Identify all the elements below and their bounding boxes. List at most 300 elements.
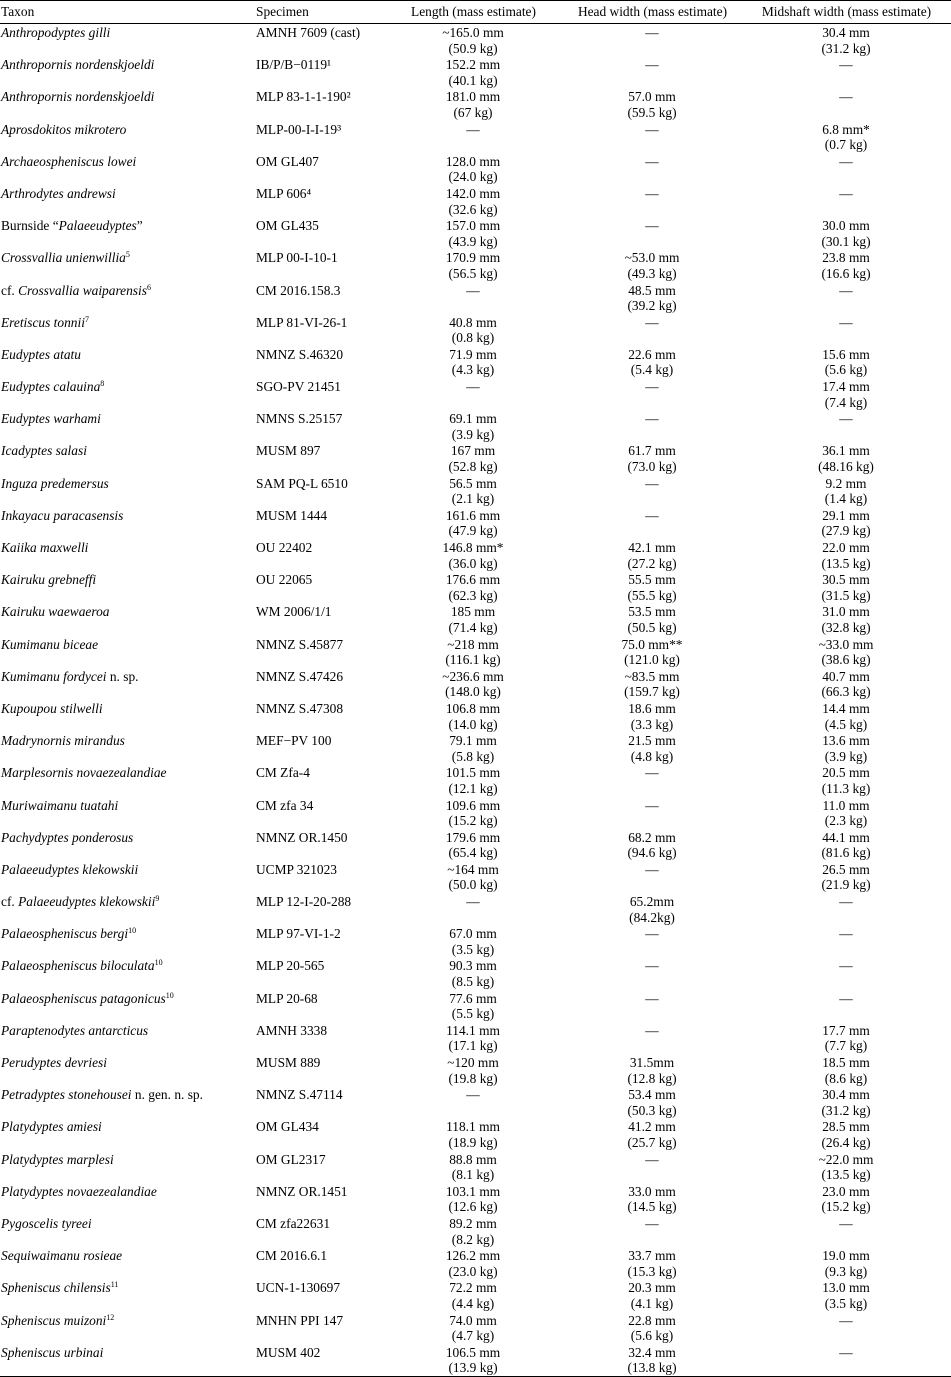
- taxon-cell: [0, 1086, 255, 1118]
- head-width-value: —: [645, 1022, 659, 1038]
- head-width-mass: (13.8 kg): [627, 1360, 677, 1376]
- head-width-value: 48.5 mm: [628, 282, 676, 298]
- head-width-cell: [563, 893, 741, 925]
- taxon-cell: [0, 1183, 255, 1215]
- head-width-cell: [563, 1118, 741, 1150]
- head-width-cell: [563, 861, 741, 893]
- length-cell: [383, 121, 563, 153]
- table-row: [0, 1344, 951, 1377]
- header-specimen: Specimen: [256, 4, 309, 20]
- table-row: [0, 571, 951, 603]
- midshaft-width-cell: [741, 1151, 951, 1183]
- length-cell: [383, 1279, 563, 1311]
- head-width-cell: [563, 121, 741, 153]
- taxon-cell: [0, 185, 255, 217]
- midshaft-width-value: —: [839, 1215, 853, 1231]
- head-width-cell: [563, 475, 741, 507]
- midshaft-width-value: —: [839, 1312, 853, 1328]
- midshaft-width-mass: (11.3 kg): [821, 780, 871, 796]
- taxon-suffix: n. sp.: [106, 668, 139, 684]
- midshaft-width-value: ~33.0 mm: [818, 636, 874, 652]
- length-cell: [383, 764, 563, 796]
- table-row: [0, 829, 951, 861]
- specimen-cell: OM GL434: [256, 1119, 319, 1135]
- head-width-mass: (3.3 kg): [630, 716, 674, 732]
- length-cell: [383, 829, 563, 861]
- taxon-name: Spheniscus urbinai: [1, 1344, 104, 1360]
- length-cell: [383, 475, 563, 507]
- head-width-cell: [563, 56, 741, 88]
- length-mass: (19.8 kg): [448, 1070, 498, 1086]
- length-mass: (24.0 kg): [448, 169, 498, 185]
- taxon-cell: [0, 410, 255, 442]
- taxon-cell: [0, 121, 255, 153]
- head-width-cell: [563, 1247, 741, 1279]
- length-value: ~165.0 mm: [442, 25, 504, 40]
- taxon-cell: [0, 153, 255, 185]
- taxon-name: Petradyptes stonehousei: [1, 1087, 132, 1103]
- specimen-cell: SAM PQ-L 6510: [256, 475, 348, 491]
- length-value: 90.3 mm: [449, 958, 497, 974]
- length-mass: (50.0 kg): [448, 877, 498, 893]
- table-row: [0, 378, 951, 410]
- length-cell: [383, 217, 563, 249]
- midshaft-width-value: 17.4 mm: [822, 379, 870, 395]
- head-width-cell: [563, 1279, 741, 1311]
- midshaft-width-cell: [741, 88, 951, 120]
- taxon-name: Pygoscelis tyreei: [1, 1215, 92, 1231]
- midshaft-width-value: 23.8 mm: [822, 250, 870, 266]
- head-width-mass: (25.7 kg): [627, 1134, 677, 1150]
- head-width-cell: [563, 217, 741, 249]
- head-width-cell: [563, 668, 741, 700]
- head-width-mass: (5.4 kg): [630, 362, 674, 378]
- length-value: 167 mm: [450, 443, 496, 459]
- midshaft-width-mass: (0.7 kg): [824, 137, 868, 153]
- head-width-value: 42.1 mm: [628, 540, 676, 555]
- taxon-cell: [0, 88, 255, 120]
- length-cell: [383, 1312, 563, 1344]
- length-mass: (3.9 kg): [451, 426, 495, 442]
- table-row: [0, 314, 951, 346]
- midshaft-width-value: —: [839, 185, 853, 201]
- head-width-value: 20.3 mm: [628, 1280, 676, 1296]
- table-row: [0, 700, 951, 732]
- midshaft-width-value: —: [839, 411, 853, 427]
- length-value: 118.1 mm: [446, 1119, 500, 1135]
- length-cell: [383, 378, 563, 410]
- midshaft-width-cell: [741, 346, 951, 378]
- specimen-cell: OM GL407: [256, 153, 319, 169]
- length-mass: (52.8 kg): [448, 459, 498, 475]
- midshaft-width-cell: [741, 732, 951, 764]
- length-mass: (12.6 kg): [448, 1199, 498, 1215]
- taxon-prefix: Burnside “: [1, 218, 59, 234]
- length-cell: [383, 571, 563, 603]
- head-width-value: —: [645, 153, 659, 169]
- midshaft-width-value: 30.4 mm: [822, 25, 870, 40]
- table-row: [0, 668, 951, 700]
- length-cell: [383, 861, 563, 893]
- taxon-name: Archaeospheniscus lowei: [1, 153, 137, 169]
- head-width-mass: (39.2 kg): [627, 298, 677, 314]
- specimen-cell: MUSM 897: [256, 443, 321, 459]
- table-row: [0, 1247, 951, 1279]
- midshaft-width-value: 11.0 mm: [822, 797, 870, 813]
- taxon-footnote: 6: [146, 282, 151, 292]
- length-mass: (5.5 kg): [451, 1006, 495, 1022]
- length-value: 72.2 mm: [449, 1280, 497, 1296]
- length-value: 142.0 mm: [445, 185, 501, 201]
- taxon-name: Eudyptes warhami: [1, 411, 101, 427]
- length-cell: [383, 700, 563, 732]
- midshaft-width-cell: [741, 1279, 951, 1311]
- midshaft-width-cell: [741, 185, 951, 217]
- head-width-value: —: [645, 475, 659, 491]
- taxon-cell: [0, 442, 255, 474]
- taxon-name: Marplesornis novaezealandiae: [1, 765, 167, 781]
- head-width-value: —: [645, 379, 659, 395]
- length-mass: (4.4 kg): [451, 1295, 495, 1311]
- midshaft-width-cell: [741, 314, 951, 346]
- midshaft-width-cell: [741, 442, 951, 474]
- table-row: [0, 990, 951, 1022]
- head-width-mass: (27.2 kg): [627, 555, 677, 571]
- length-mass: (0.8 kg): [451, 330, 495, 346]
- head-width-cell: [563, 603, 741, 635]
- midshaft-width-value: 6.8 mm*: [822, 121, 870, 137]
- length-mass: (12.1 kg): [448, 780, 498, 796]
- table-row: [0, 764, 951, 796]
- specimen-cell: MLP 12-I-20-288: [256, 894, 352, 910]
- specimen-cell: MLP 97-VI-1-2: [256, 926, 341, 942]
- table-body: [0, 24, 951, 1377]
- length-value: 176.6 mm: [445, 572, 501, 588]
- length-mass: (4.7 kg): [451, 1328, 495, 1344]
- taxon-cell: [0, 603, 255, 635]
- head-width-mass: (73.0 kg): [627, 459, 677, 475]
- length-value: 56.5 mm: [449, 475, 497, 491]
- taxon-name: Palaeeudyptes klekowskii: [18, 894, 156, 910]
- taxon-name: Spheniscus muizoni: [1, 1312, 107, 1328]
- midshaft-width-cell: [741, 925, 951, 957]
- midshaft-width-cell: [741, 539, 951, 571]
- midshaft-width-cell: [741, 24, 951, 57]
- table-row: [0, 1022, 951, 1054]
- midshaft-width-cell: [741, 893, 951, 925]
- midshaft-width-value: —: [839, 926, 853, 942]
- head-width-value: 53.5 mm: [628, 604, 676, 620]
- table-row: [0, 475, 951, 507]
- head-width-value: —: [645, 1151, 659, 1167]
- length-cell: [383, 24, 563, 57]
- table-row: [0, 507, 951, 539]
- taxon-name: Pachydyptes ponderosus: [1, 829, 134, 845]
- midshaft-width-value: 15.6 mm: [822, 346, 870, 362]
- specimen-cell: AMNH 3338: [256, 1022, 328, 1038]
- length-value: 74.0 mm: [449, 1312, 497, 1328]
- specimen-cell: UCN-1-130697: [256, 1280, 341, 1296]
- midshaft-width-value: —: [839, 990, 853, 1006]
- head-width-value: 33.0 mm: [628, 1183, 676, 1199]
- length-cell: [383, 410, 563, 442]
- length-mass: (67 kg): [453, 104, 493, 120]
- taxon-cell: [0, 957, 255, 989]
- length-cell: [383, 990, 563, 1022]
- midshaft-width-cell: [741, 153, 951, 185]
- midshaft-width-mass: (9.3 kg): [824, 1263, 868, 1279]
- midshaft-width-cell: [741, 603, 951, 635]
- head-width-value: ~53.0 mm: [624, 250, 680, 266]
- length-value: 89.2 mm: [449, 1215, 497, 1231]
- midshaft-width-value: 19.0 mm: [822, 1248, 870, 1264]
- length-value: —: [466, 282, 480, 298]
- length-value: 71.9 mm: [449, 346, 497, 362]
- midshaft-width-cell: [741, 957, 951, 989]
- specimen-cell: MUSM 889: [256, 1055, 321, 1070]
- midshaft-width-value: 30.4 mm: [822, 1087, 870, 1103]
- head-width-value: —: [645, 314, 659, 330]
- midshaft-width-cell: [741, 1086, 951, 1118]
- taxon-footnote: 8: [100, 379, 105, 389]
- length-value: 114.1 mm: [446, 1022, 500, 1038]
- specimen-cell: CM 2016.6.1: [256, 1248, 328, 1264]
- midshaft-width-mass: (81.6 kg): [821, 845, 871, 861]
- taxon-cell: [0, 861, 255, 893]
- head-width-cell: [563, 539, 741, 571]
- head-width-value: 75.0 mm**: [621, 636, 683, 652]
- head-width-cell: [563, 1344, 741, 1377]
- midshaft-width-value: 17.7 mm: [822, 1022, 870, 1038]
- specimen-cell: CM zfa 34: [256, 797, 314, 813]
- taxon-cell: [0, 217, 255, 249]
- specimen-cell: MLP 81-VI-26-1: [256, 314, 348, 330]
- length-cell: [383, 1247, 563, 1279]
- taxon-name: Anthropornis nordenskjoeldi: [1, 57, 155, 73]
- midshaft-width-mass: (30.1 kg): [821, 233, 871, 249]
- taxon-name: Crossvallia waiparensis: [18, 282, 147, 298]
- head-width-cell: [563, 1022, 741, 1054]
- table-row: [0, 893, 951, 925]
- length-cell: [383, 636, 563, 668]
- midshaft-width-value: 36.1 mm: [822, 443, 870, 459]
- specimen-cell: NMNZ S.47426: [256, 668, 344, 684]
- head-width-value: —: [645, 958, 659, 974]
- taxon-name: Madrynornis mirandus: [1, 733, 125, 749]
- midshaft-width-mass: (4.5 kg): [824, 716, 868, 732]
- taxon-cell: [0, 56, 255, 88]
- header-head-width: Head width (mass estimate): [577, 4, 728, 20]
- head-width-cell: [563, 282, 741, 314]
- length-value: 161.6 mm: [445, 507, 501, 523]
- specimen-cell: MLP 20-565: [256, 958, 325, 974]
- taxon-name: Kairuku grebneffi: [1, 572, 97, 588]
- taxon-cell: [0, 764, 255, 796]
- head-width-value: —: [645, 797, 659, 813]
- table-row: [0, 603, 951, 635]
- taxon-name: Crossvallia unienwillia: [1, 250, 126, 266]
- midshaft-width-mass: (13.5 kg): [821, 1167, 871, 1183]
- head-width-cell: [563, 185, 741, 217]
- table-row: [0, 1151, 951, 1183]
- head-width-value: 41.2 mm: [628, 1119, 676, 1135]
- taxon-name: Icadyptes salasi: [1, 443, 87, 459]
- head-width-value: —: [645, 121, 659, 137]
- table-row: [0, 1118, 951, 1150]
- length-mass: (15.2 kg): [448, 813, 498, 829]
- length-value: —: [466, 379, 480, 395]
- taxon-name: Kumimanu biceae: [1, 636, 99, 652]
- head-width-mass: (15.3 kg): [627, 1263, 677, 1279]
- midshaft-width-cell: [741, 1215, 951, 1247]
- specimen-cell: OU 22065: [256, 572, 313, 588]
- head-width-cell: [563, 1151, 741, 1183]
- taxon-cell: [0, 797, 255, 829]
- length-value: 128.0 mm: [445, 153, 501, 169]
- midshaft-width-cell: [741, 1183, 951, 1215]
- length-mass: (8.5 kg): [451, 974, 495, 990]
- length-value: 157.0 mm: [445, 218, 501, 234]
- midshaft-width-value: —: [839, 958, 853, 974]
- taxon-cell: [0, 1118, 255, 1150]
- table-row: [0, 1183, 951, 1215]
- length-cell: [383, 507, 563, 539]
- head-width-mass: (50.3 kg): [627, 1102, 677, 1118]
- taxon-cell: [0, 475, 255, 507]
- midshaft-width-value: —: [839, 153, 853, 169]
- length-value: ~120 mm: [447, 1055, 499, 1070]
- length-mass: (4.3 kg): [451, 362, 495, 378]
- length-cell: [383, 249, 563, 281]
- midshaft-width-value: 30.0 mm: [822, 218, 870, 234]
- head-width-mass: (121.0 kg): [624, 652, 680, 668]
- midshaft-width-mass: (2.3 kg): [824, 813, 868, 829]
- specimen-cell: MUSM 402: [256, 1344, 321, 1360]
- head-width-value: —: [645, 926, 659, 942]
- midshaft-width-value: —: [839, 314, 853, 330]
- midshaft-width-cell: [741, 797, 951, 829]
- table-row: [0, 185, 951, 217]
- length-mass: (36.0 kg): [448, 555, 498, 571]
- taxon-name: Kaiika maxwelli: [1, 540, 89, 555]
- taxon-cell: [0, 1054, 255, 1086]
- length-cell: [383, 442, 563, 474]
- midshaft-width-value: 18.5 mm: [822, 1055, 870, 1070]
- midshaft-width-mass: (32.8 kg): [821, 619, 871, 635]
- length-mass: (8.2 kg): [451, 1231, 495, 1247]
- head-width-cell: [563, 24, 741, 57]
- taxon-cell: [0, 571, 255, 603]
- length-value: 179.6 mm: [445, 829, 501, 845]
- head-width-cell: [563, 764, 741, 796]
- taxon-name: Kupoupou stilwelli: [1, 700, 103, 716]
- taxon-name: Eudyptes atatu: [1, 346, 81, 362]
- midshaft-width-cell: [741, 829, 951, 861]
- specimen-cell: NMNZ S.47114: [256, 1087, 343, 1103]
- length-value: ~218 mm: [447, 636, 499, 652]
- header-length: Length (mass estimate): [411, 4, 536, 20]
- taxon-name: Palaeospheniscus patagonicus: [1, 990, 166, 1006]
- taxon-name: Perudyptes devriesi: [1, 1055, 107, 1070]
- taxon-cell: [0, 668, 255, 700]
- midshaft-width-mass: (8.6 kg): [824, 1070, 868, 1086]
- taxon-name: Aprosdokitos mikrotero: [1, 121, 127, 137]
- taxon-name: Platydyptes amiesi: [1, 1119, 102, 1135]
- midshaft-width-value: 44.1 mm: [822, 829, 870, 845]
- midshaft-width-value: 30.5 mm: [822, 572, 870, 588]
- table-row: [0, 282, 951, 314]
- specimen-cell: MNHN PPI 147: [256, 1312, 344, 1328]
- length-value: ~236.6 mm: [442, 668, 504, 684]
- length-cell: [383, 153, 563, 185]
- specimen-cell: CM 2016.158.3: [256, 282, 341, 298]
- specimen-cell: AMNH 7609 (cast): [256, 25, 361, 40]
- midshaft-width-mass: (1.4 kg): [824, 491, 868, 507]
- head-width-mass: (94.6 kg): [627, 845, 677, 861]
- midshaft-width-value: 26.5 mm: [822, 861, 870, 877]
- length-value: 79.1 mm: [449, 733, 497, 749]
- specimen-cell: OU 22402: [256, 540, 313, 555]
- length-mass: (148.0 kg): [445, 684, 501, 700]
- midshaft-width-cell: [741, 1312, 951, 1344]
- length-mass: (71.4 kg): [448, 619, 498, 635]
- midshaft-width-mass: (3.5 kg): [824, 1295, 868, 1311]
- specimen-cell: MEF−PV 100: [256, 733, 332, 749]
- midshaft-width-cell: [741, 282, 951, 314]
- table-row: [0, 442, 951, 474]
- table-row: [0, 1312, 951, 1344]
- taxon-cell: [0, 1344, 255, 1377]
- midshaft-width-cell: [741, 668, 951, 700]
- length-cell: [383, 1151, 563, 1183]
- taxon-prefix: cf.: [1, 894, 19, 910]
- midshaft-width-value: 20.5 mm: [822, 765, 870, 781]
- head-width-value: —: [645, 25, 659, 40]
- length-cell: [383, 88, 563, 120]
- taxon-name: Kumimanu fordycei: [1, 668, 107, 684]
- midshaft-width-cell: [741, 1054, 951, 1086]
- midshaft-width-mass: (48.16 kg): [818, 459, 874, 475]
- header-row: [0, 1, 951, 24]
- length-cell: [383, 893, 563, 925]
- midshaft-width-value: 40.7 mm: [822, 668, 870, 684]
- table-row: [0, 24, 951, 57]
- table-row: [0, 636, 951, 668]
- length-value: 106.5 mm: [445, 1344, 501, 1360]
- head-width-cell: [563, 571, 741, 603]
- specimen-cell: WM 2006/1/1: [256, 604, 332, 620]
- specimen-cell: OM GL2317: [256, 1151, 326, 1167]
- table-row: [0, 410, 951, 442]
- head-width-mass: (55.5 kg): [627, 587, 677, 603]
- table-header: [0, 1, 951, 24]
- midshaft-width-value: ~22.0 mm: [818, 1151, 874, 1167]
- taxon-cell: [0, 636, 255, 668]
- midshaft-width-cell: [741, 507, 951, 539]
- head-width-value: 55.5 mm: [628, 572, 676, 588]
- specimen-cell: CM Zfa-4: [256, 765, 310, 781]
- head-width-mass: (4.8 kg): [630, 748, 674, 764]
- length-mass: (5.8 kg): [451, 748, 495, 764]
- head-width-mass: (59.5 kg): [627, 104, 677, 120]
- midshaft-width-mass: (66.3 kg): [821, 684, 871, 700]
- head-width-value: 61.7 mm: [628, 443, 676, 459]
- length-value: —: [466, 894, 480, 910]
- length-value: 103.1 mm: [445, 1183, 501, 1199]
- midshaft-width-value: 28.5 mm: [822, 1119, 870, 1135]
- length-value: 152.2 mm: [445, 57, 501, 73]
- length-cell: [383, 957, 563, 989]
